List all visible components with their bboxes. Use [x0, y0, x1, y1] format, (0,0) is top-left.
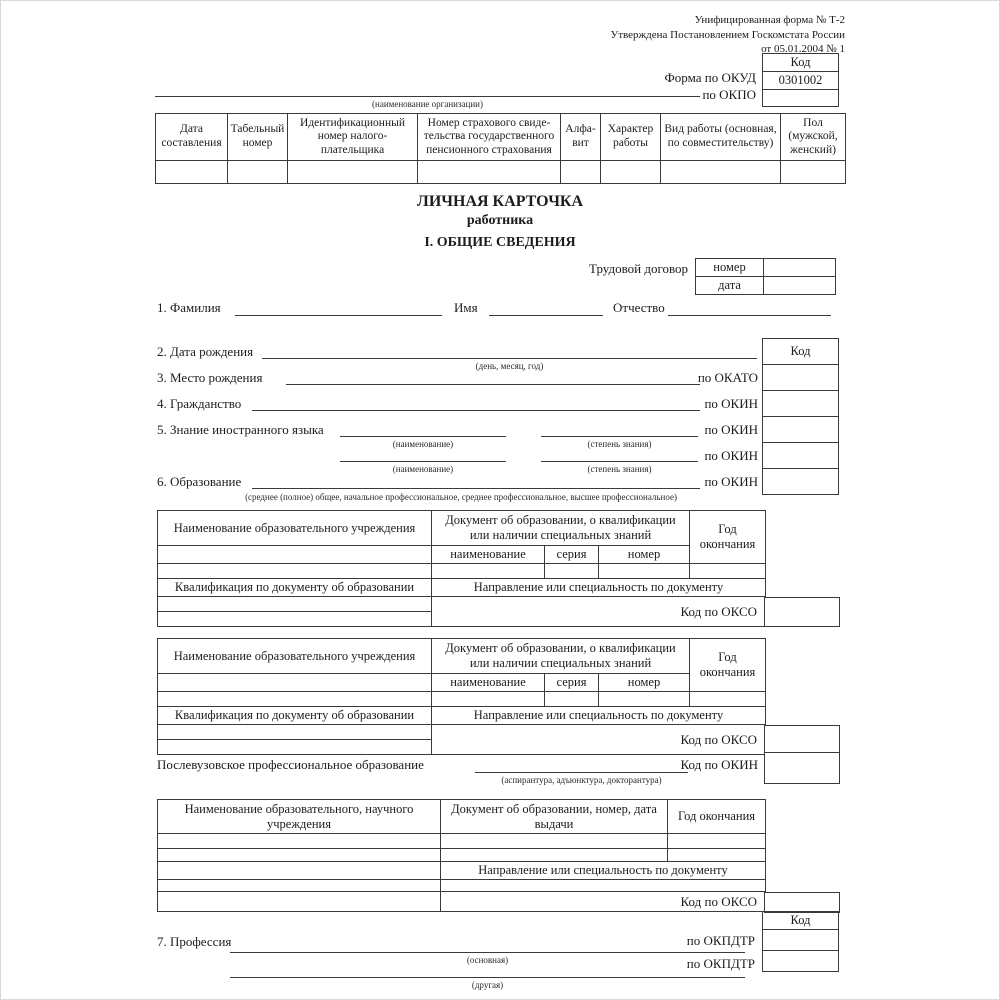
birth-place-line: [286, 384, 700, 385]
approval-line-2: Утверждена Постановлением Госкомстата России: [610, 28, 845, 41]
empty-cell: [668, 834, 766, 849]
okin-label-2: по ОКИН: [704, 422, 758, 437]
name-label: Имя: [454, 300, 478, 315]
education-table-1: [157, 510, 766, 627]
empty-cell: [158, 740, 432, 755]
birth-date-caption: (день, месяц, год): [475, 361, 544, 371]
language-name-caption-2: (наименование): [392, 464, 454, 474]
empty-cell: [158, 564, 432, 579]
birth-place-label: 3. Место рождения: [157, 370, 263, 385]
empty-cell: [661, 161, 781, 184]
empty-cell: [158, 880, 441, 892]
contract-date-label-cell: дата: [696, 277, 764, 295]
pg-document-header: Документ об образовании, номер, дата выдачи: [441, 800, 668, 834]
okato-label: по ОКАТО: [697, 370, 758, 385]
header-sex: Пол (мужской, женский): [781, 114, 846, 161]
header-alphabet: Алфа-вит: [561, 114, 601, 161]
edu1-year-header: Год окончания: [690, 511, 766, 564]
code-title-cell: Код: [763, 54, 839, 72]
profession-main-line: [230, 952, 745, 953]
pg-year-header: Год окончания: [668, 800, 766, 834]
empty-cell: [158, 725, 432, 740]
patronymic-label: Отчество: [613, 300, 665, 315]
empty-cell: [690, 564, 766, 579]
header-pension-insurance-number: Номер страхового свиде-тельства государственного пенсионного страхования: [418, 114, 561, 161]
empty-cell: [156, 161, 228, 184]
language-name-caption-1: (наименование): [392, 439, 454, 449]
okud-label: Форма по ОКУД: [664, 70, 756, 85]
section-1-title: I. ОБЩИЕ СВЕДЕНИЯ: [424, 235, 576, 250]
okin-code-cell-1: [763, 391, 839, 417]
citizenship-label: 4. Гражданство: [157, 396, 242, 411]
edu2-document-header: Документ об образовании, о квалификации или наличии специальных знаний: [432, 639, 690, 674]
okato-code-cell: [763, 365, 839, 391]
summary-table: [155, 113, 846, 184]
document-subtitle: работника: [466, 213, 534, 228]
contract-number-label-cell: номер: [696, 259, 764, 277]
surname-line: [235, 315, 442, 316]
okpdtr-code-cell-2: [763, 950, 839, 971]
okin-code-cell-2: [763, 417, 839, 443]
okin-postgrad-label: Код по ОКИН: [680, 757, 758, 772]
okin-code-cell-4: [763, 469, 839, 495]
edu2-okso-label-cell: Код по ОКСО: [432, 725, 766, 755]
okin-code-box-postgrad: [764, 752, 840, 784]
education-line: [252, 488, 700, 489]
okso-code-box-1: [764, 597, 840, 627]
empty-cell: [418, 161, 561, 184]
empty-cell: [158, 849, 441, 862]
okpdtr-label-2: по ОКПДТР: [686, 956, 755, 971]
empty-cell: [158, 862, 441, 880]
approval-block: [400, 13, 845, 57]
education-table-2: [157, 638, 766, 755]
language-name-line-1: [340, 436, 506, 437]
empty-cell: [668, 849, 766, 862]
empty-cell: [441, 849, 668, 862]
contract-label: Трудовой договор: [589, 261, 688, 276]
empty-cell: [158, 834, 441, 849]
empty-cell: [441, 834, 668, 849]
pg-institution-header: Наименование образовательного, научного учреждения: [158, 800, 441, 834]
citizenship-line: [252, 410, 700, 411]
language-name-line-2: [340, 461, 506, 462]
edu2-doc-name-header: наименование: [432, 674, 545, 692]
birth-date-line: [262, 358, 757, 359]
okin-label-4: по ОКИН: [704, 474, 758, 489]
edu2-institution-header: Наименование образовательного учреждения: [158, 639, 432, 674]
document-title: ЛИЧНАЯ КАРТОЧКА: [416, 193, 584, 210]
empty-cell: [432, 564, 545, 579]
contract-number-value-cell: [764, 259, 836, 277]
header-personnel-number: Табельный номер: [228, 114, 288, 161]
patronymic-line: [668, 315, 831, 316]
empty-cell: [545, 692, 599, 707]
approval-line-3: от 05.01.2004 № 1: [761, 43, 845, 56]
edu1-doc-series-header: серия: [545, 546, 599, 564]
postgraduate-label: Послевузовское профессиональное образование: [157, 757, 424, 772]
edu2-year-header: Год окончания: [690, 639, 766, 692]
edu1-okso-label-cell: Код по ОКСО: [432, 597, 766, 627]
language-degree-caption-2: (степень знания): [587, 464, 652, 474]
empty-cell: [158, 674, 432, 692]
empty-cell: [561, 161, 601, 184]
okud-value-cell: 0301002: [763, 71, 839, 89]
contract-table: [695, 258, 836, 295]
profession-codes-column: [762, 911, 839, 972]
header-work-nature: Характер работы: [601, 114, 661, 161]
empty-cell: [599, 692, 690, 707]
empty-cell: [432, 692, 545, 707]
education-label: 6. Образование: [157, 474, 242, 489]
edu2-specialty-header: Направление или специальность по документу: [432, 707, 766, 725]
surname-label: 1. Фамилия: [157, 300, 221, 315]
empty-cell: [690, 692, 766, 707]
okin-label-1: по ОКИН: [704, 396, 758, 411]
form-code-table: [762, 53, 839, 107]
profession-code-title-cell: Код: [763, 912, 839, 930]
okso-code-box-2: [764, 725, 840, 755]
okin-label-3: по ОКИН: [704, 448, 758, 463]
edu1-institution-header: Наименование образовательного учреждения: [158, 511, 432, 546]
okpo-value-cell: [763, 89, 839, 106]
header-inn: Идентификационный номер налого-плательщика: [288, 114, 418, 161]
empty-cell: [228, 161, 288, 184]
language-degree-caption-1: (степень знания): [587, 439, 652, 449]
empty-cell: [158, 892, 441, 912]
education-caption: (среднее (полное) общее, начальное профессиональное, среднее профессиональное, высшее профессиональное): [245, 492, 677, 502]
header-work-type: Вид работы (основная, по совместительству): [661, 114, 781, 161]
pg-okso-label-cell: Код по ОКСО: [441, 892, 766, 912]
empty-cell: [545, 564, 599, 579]
okpo-label: по ОКПО: [702, 87, 756, 102]
empty-cell: [441, 880, 766, 892]
edu2-doc-series-header: серия: [545, 674, 599, 692]
edu1-qualification-header: Квалификация по документу об образовании: [158, 579, 432, 597]
organization-caption: (наименование организации): [372, 99, 483, 109]
profession-main-caption: (основная): [466, 955, 509, 965]
okpdtr-label-1: по ОКПДТР: [686, 933, 755, 948]
profession-label: 7. Профессия: [157, 934, 232, 949]
codes-column: [762, 338, 839, 495]
profession-other-line: [230, 977, 745, 978]
empty-cell: [158, 546, 432, 564]
okin-code-cell-3: [763, 443, 839, 469]
empty-cell: [158, 692, 432, 707]
edu1-doc-number-header: номер: [599, 546, 690, 564]
organization-name-line: [155, 96, 700, 97]
edu1-document-header: Документ об образовании, о квалификации или наличии специальных знаний: [432, 511, 690, 546]
foreign-language-label: 5. Знание иностранного языка: [157, 422, 324, 437]
empty-cell: [288, 161, 418, 184]
postgraduate-caption: (аспирантура, адъюнктура, докторантура): [501, 775, 662, 785]
empty-cell: [158, 597, 432, 612]
empty-cell: [158, 612, 432, 627]
edu1-specialty-header: Направление или специальность по документу: [432, 579, 766, 597]
postgraduate-table: [157, 799, 766, 912]
okso-code-box-3: [764, 892, 840, 913]
empty-cell: [599, 564, 690, 579]
codes-column-title-cell: Код: [763, 339, 839, 365]
pg-specialty-header: Направление или специальность по документу: [441, 862, 766, 880]
profession-other-caption: (другая): [471, 980, 504, 990]
name-line: [489, 315, 603, 316]
contract-date-value-cell: [764, 277, 836, 295]
edu1-doc-name-header: наименование: [432, 546, 545, 564]
okpdtr-code-cell-1: [763, 929, 839, 950]
birth-date-label: 2. Дата рождения: [157, 344, 254, 359]
empty-cell: [601, 161, 661, 184]
approval-line-1: Унифицированная форма № Т-2: [694, 14, 845, 26]
edu2-qualification-header: Квалификация по документу об образовании: [158, 707, 432, 725]
header-date-of-creation: Дата составления: [156, 114, 228, 161]
empty-cell: [781, 161, 846, 184]
edu2-doc-number-header: номер: [599, 674, 690, 692]
